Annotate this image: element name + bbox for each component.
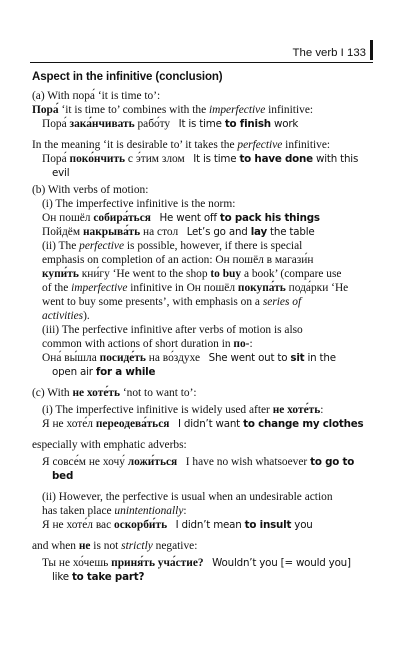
b-ii-line-3: купи́ть кни́гу ‘He went to the shop to buy a book’ (compare use xyxy=(42,268,342,280)
b-label: (b) With verbs of motion: xyxy=(32,184,149,196)
b-example-1: Он пошёл собира́ться He went off to pack his things xyxy=(42,212,320,224)
section-title: Aspect in the infinitive (conclusion) xyxy=(32,71,223,83)
a-example-1: Пора́ зака́нчивать рабо́ту It is time to finish work xyxy=(42,118,299,130)
page-body xyxy=(32,70,373,584)
b-i-label: (i) The imperfective infinitive is the norm: xyxy=(42,198,236,210)
b-example-3-cont: open air for a while xyxy=(52,366,156,378)
b-ii-line-5: went to buy some presents’, with emphasis on a series of xyxy=(42,296,302,308)
a-example-2-cont: evil xyxy=(52,167,70,179)
b-example-2: Пойдём накрыва́ть на стол Let’s go and lay the table xyxy=(42,226,315,238)
running-head-text: The verb I 133 xyxy=(292,47,366,59)
b-ii-line-4: of the imperfective infinitive in Он пошёл покупа́ть пода́рки ‘He xyxy=(42,282,349,294)
c-example-4: Ты не хо́чешь приня́ть уча́стие? Wouldn’t you [= would you] xyxy=(42,557,351,569)
a-label: (a) With пора́ ‘it is time to’: xyxy=(32,90,161,102)
b-ii-line-2: emphasis on completion of an action: Он пошёл в магази́н xyxy=(42,254,314,266)
b-ii-line-6: activities). xyxy=(42,310,90,322)
a-example-2: Пора́ поко́нчить с э́тим злом It is time to have done with this xyxy=(42,153,359,165)
c-not-strictly: and when не is not strictly negative: xyxy=(32,540,198,552)
b-ii-line-1: (ii) The perfective is possible, however, if there is special xyxy=(42,240,303,252)
c-i-label: (i) The imperfective infinitive is widely used after не хоте́ть: xyxy=(42,404,324,416)
b-example-3: Она́ вы́шла посиде́ть на во́здухе She went out to sit in the xyxy=(42,352,336,364)
a-line1: Пора́ ‘it is time to’ combines with the imperfective infinitive: xyxy=(32,104,314,116)
c-label: (c) With не хоте́ть ‘not to want to’: xyxy=(32,387,197,399)
c-example-3: Я не хоте́л вас оскорби́ть I didn’t mean to insult you xyxy=(42,519,313,531)
c-example-1: Я не хоте́л переодева́ться I didn’t want to change my clothes xyxy=(42,418,364,430)
running-head xyxy=(293,40,373,60)
b-iii-line-1: (iii) The perfective infinitive after verbs of motion is also xyxy=(42,324,303,336)
b-iii-line-2: common with actions of short duration in по-: xyxy=(42,338,253,350)
header-rule xyxy=(30,62,373,63)
c-ii-line-2: has taken place unintentionally: xyxy=(42,505,187,517)
header-bar xyxy=(370,40,373,60)
c-example-2-cont: bed xyxy=(52,470,74,482)
c-ii-line-1: (ii) However, the perfective is usual when an undesirable action xyxy=(42,491,333,503)
a-desirable: In the meaning ‘it is desirable to’ it takes the perfective infinitive: xyxy=(32,139,331,151)
c-emphatic: especially with emphatic adverbs: xyxy=(32,439,187,451)
c-example-4-cont: like to take part? xyxy=(52,571,145,583)
c-example-2: Я совсе́м не хочу́ ложи́ться I have no wish whatsoever to go to xyxy=(42,456,355,468)
